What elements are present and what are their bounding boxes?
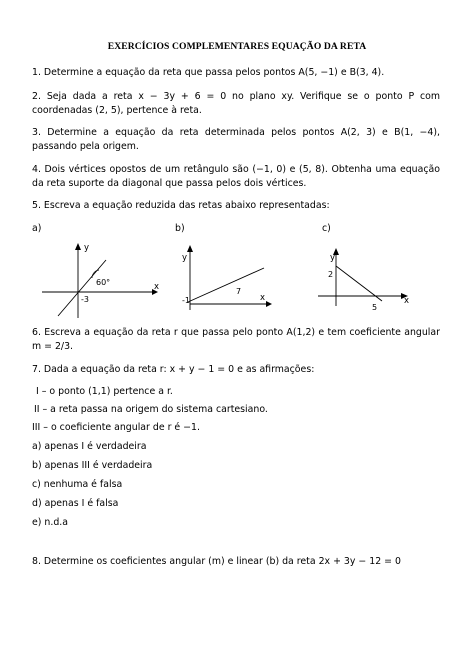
option-a: a) apenas I é verdadeira — [32, 441, 147, 452]
question-3: 3. Determine a equação da reta determinada pelos pontos A(2, 3) e B(1, −4), passando pela origem. — [32, 127, 440, 152]
graph-b-line — [188, 268, 264, 302]
statement-3: III – o coeficiente angular de r é −1. — [32, 422, 200, 433]
option-c: c) nenhuma é falsa — [32, 479, 123, 490]
question-2: 2. Seja dada a reta x − 3y + 6 = 0 no plano xy. Verifique se o ponto P com coordenadas (2, 5), pertence à reta. — [32, 91, 440, 116]
graph-a-angle-label: 60° — [96, 278, 111, 287]
question-8: 8. Determine os coeficientes angular (m) e linear (b) da reta 2x + 3y − 12 = 0 — [32, 556, 401, 567]
graph-c-label: c) — [322, 223, 331, 234]
graph-a-y-label: y — [84, 243, 90, 253]
graph-b-pos-label: 7 — [236, 287, 242, 296]
graph-a-line — [58, 260, 106, 316]
graph-a-intercept-label: -3 — [81, 295, 89, 304]
graph-a — [36, 238, 166, 320]
question-5: 5. Escreva a equação reduzida das retas abaixo representadas: — [32, 200, 330, 211]
document-title: EXERCÍCIOS COMPLEMENTARES EQUAÇÃO DA RETA — [107, 41, 367, 52]
graph-c-xint-label: 5 — [372, 303, 378, 312]
graph-b-y-arrow — [187, 245, 193, 252]
graph-b-y-label: y — [182, 253, 188, 263]
graph-a-label: a) — [32, 223, 42, 234]
graph-b-label: b) — [175, 223, 185, 234]
question-4: 4. Dois vértices opostos de um retângulo são (−1, 0) e (5, 8). Obtenha uma equação da reta suporte da diagonal que passa pelos dois vértices. — [32, 164, 440, 189]
question-1: 1. Determine a equação da reta que passa pelos pontos A(5, −1) e B(3, 4). — [32, 67, 385, 78]
option-b: b) apenas III é verdadeira — [32, 460, 153, 471]
graph-c-x-label: x — [404, 296, 410, 306]
graph-c-yint-label: 2 — [328, 270, 334, 279]
graph-a-angle-arc — [92, 270, 99, 278]
graph-a-y-arrow — [75, 243, 81, 250]
graph-b-x-arrow — [266, 301, 272, 307]
graph-a-x-label: x — [154, 282, 160, 292]
question-6: 6. Escreva a equação da reta r que passa pelo ponto A(1,2) e tem coeficiente angular m = 2/3. — [32, 327, 440, 352]
statement-2: II – a reta passa na origem do sistema cartesiano. — [34, 404, 268, 415]
graph-b-x-label: x — [260, 293, 266, 303]
statement-1: I – o ponto (1,1) pertence a r. — [36, 386, 173, 397]
graph-b — [178, 244, 278, 316]
graph-c — [316, 246, 416, 318]
graph-c-y-label: y — [330, 253, 336, 263]
option-d: d) apenas I é falsa — [32, 498, 119, 509]
option-e: e) n.d.a — [32, 517, 69, 528]
graph-b-neg-label: -1 — [182, 296, 190, 305]
question-7: 7. Dada a equação da reta r: x + y − 1 = 0 e as afirmações: — [32, 364, 315, 375]
